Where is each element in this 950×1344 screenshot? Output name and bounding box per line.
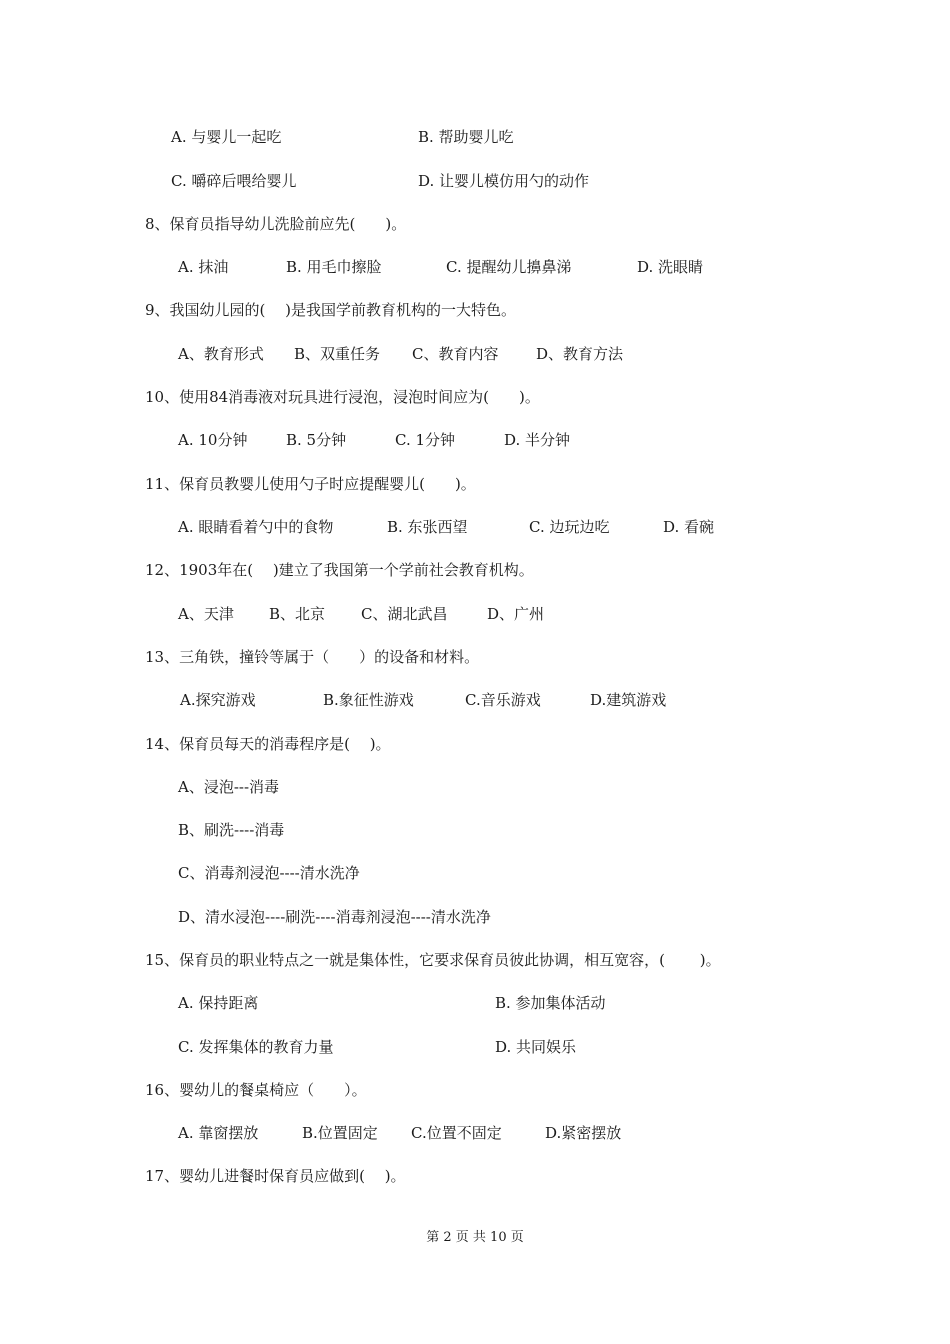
option: B. 东张西望 <box>387 518 468 536</box>
question-stem: 8、保育员指导幼儿洗脸前应先( )。 <box>145 215 407 233</box>
option: D. 洗眼睛 <box>637 258 704 276</box>
option: D、教育方法 <box>536 345 624 363</box>
option: B.位置固定 <box>302 1124 378 1142</box>
option: D. 共同娱乐 <box>495 1038 577 1056</box>
option: C. 发挥集体的教育力量 <box>178 1038 334 1056</box>
question-stem: 11、保育员教婴儿使用勺子时应提醒婴儿( )。 <box>145 475 476 493</box>
option: B、双重任务 <box>294 345 381 363</box>
question-stem: 9、我国幼儿园的( )是我国学前教育机构的一大特色。 <box>145 301 517 319</box>
option: A. 靠窗摆放 <box>178 1124 259 1142</box>
option: C.位置不固定 <box>411 1124 502 1142</box>
option: B. 帮助婴儿吃 <box>418 128 514 146</box>
option: A. 与婴儿一起吃 <box>171 128 282 146</box>
question-stem: 14、保育员每天的消毒程序是( )。 <box>145 735 391 753</box>
option: C. 嚼碎后喂给婴儿 <box>171 172 297 190</box>
option: A. 抹油 <box>178 258 229 276</box>
option: A. 眼睛看着勺中的食物 <box>178 518 334 536</box>
option: D、清水浸泡----刷洗----消毒剂浸泡----清水洗净 <box>178 908 491 926</box>
option: B.象征性游戏 <box>323 691 414 709</box>
option: C. 边玩边吃 <box>529 518 610 536</box>
question-stem: 13、三角铁，撞铃等属于（ ）的设备和材料。 <box>145 648 480 666</box>
option: D. 看碗 <box>663 518 715 536</box>
option: C、消毒剂浸泡----清水洗净 <box>178 864 360 882</box>
question-stem: 10、使用84消毒液对玩具进行浸泡，浸泡时间应为( )。 <box>145 388 540 406</box>
option: C. 1分钟 <box>395 431 456 449</box>
option: A. 10分钟 <box>178 431 248 449</box>
option: B. 5分钟 <box>286 431 347 449</box>
option: A、浸泡---消毒 <box>178 778 280 796</box>
option: D. 半分钟 <box>504 431 571 449</box>
option: D.建筑游戏 <box>590 691 667 709</box>
option: B、刷洗----消毒 <box>178 821 285 839</box>
question-stem: 17、婴幼儿进餐时保育员应做到( )。 <box>145 1167 406 1185</box>
option: D.紧密摆放 <box>545 1124 622 1142</box>
option: B. 用毛巾擦脸 <box>286 258 382 276</box>
option: A、天津 <box>178 605 234 623</box>
option: B、北京 <box>269 605 326 623</box>
option: C. 提醒幼儿擤鼻涕 <box>446 258 572 276</box>
option: C、教育内容 <box>412 345 499 363</box>
option: B. 参加集体活动 <box>495 994 606 1012</box>
option: C、湖北武昌 <box>361 605 448 623</box>
option: D. 让婴儿模仿用勺的动作 <box>418 172 590 190</box>
option: A. 保持距离 <box>178 994 259 1012</box>
question-stem: 12、1903年在( )建立了我国第一个学前社会教育机构。 <box>145 561 534 579</box>
question-stem: 15、保育员的职业特点之一就是集体性，它要求保育员彼此协调，相互宽容，( )。 <box>145 951 721 969</box>
option: C.音乐游戏 <box>465 691 541 709</box>
page-footer: 第 2 页 共 10 页 <box>426 1230 524 1245</box>
option: A、教育形式 <box>178 345 264 363</box>
question-stem: 16、婴幼儿的餐桌椅应（ ）。 <box>145 1081 367 1099</box>
option: D、广州 <box>487 605 545 623</box>
option: A.探究游戏 <box>180 691 256 709</box>
